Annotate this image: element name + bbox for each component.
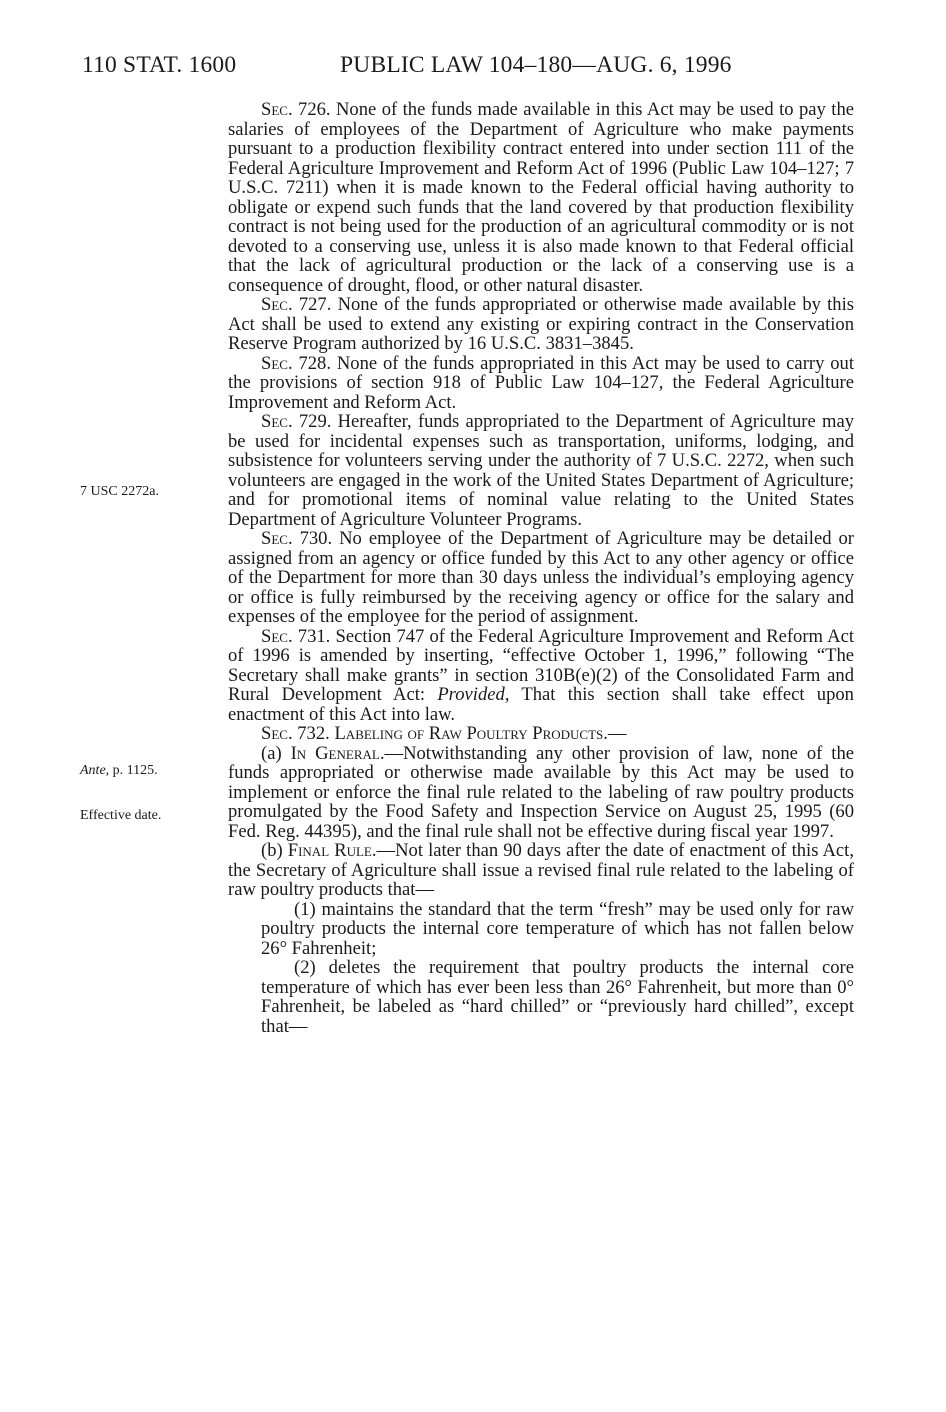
- provided-word: Provided,: [437, 684, 510, 705]
- subsection-b: [228, 841, 854, 900]
- ante-page: p. 1125.: [109, 763, 158, 778]
- section-726: [228, 100, 854, 295]
- sec-label: Sec.: [261, 528, 293, 549]
- sub-heading: In General.: [290, 742, 385, 764]
- section-729: [228, 412, 854, 529]
- sub-heading: Final Rule.: [287, 840, 377, 861]
- sub-lead: (a): [261, 742, 291, 764]
- section-732-heading: [228, 724, 854, 744]
- sec-text: 726. None of the funds made available in this Act may be used to pay the salaries of employees of the Department of Agriculture who make payments pursuant to a production flexibility contract entered into under section 111 of the Federal Agriculture Improvement and Reform Act of 1996 (Public Law 104–127; 7 U.S.C. 7211) when it is made known to the Federal official having authority to obligate or expend such funds that the land covered by that production flexibility contract is not being used for the production of an agricultural commodity or is not devoted to a conserving use, unless it is also made known to that Federal official that the lack of agricultural production or the lack of a conserving use is a consequence of drought, flood, or other natural disaster.: [228, 99, 854, 296]
- sec-dash: —: [607, 723, 627, 744]
- sec-label: Sec.: [261, 352, 293, 374]
- paragraph-b1: (1) maintains the standard that the term “fresh” may be used only for raw poultry products the internal core temperature of which has not fallen below 26° Fahrenheit;: [261, 898, 854, 959]
- sec-tail: That this section shall take effect upon enactment of this Act into law.: [228, 684, 854, 725]
- sec-label: Sec.: [261, 294, 293, 315]
- sec-label: Sec.: [261, 411, 293, 432]
- body-text: [228, 100, 854, 1036]
- sec-label: Sec.: [261, 99, 293, 120]
- sec-label: Sec.: [261, 625, 293, 647]
- section-731: [228, 627, 854, 725]
- sec-text: 730. No employee of the Department of Agriculture may be detailed or assigned from an agency or office funded by this Act to any other agency or office of the Department for more than 30 days unless the individual’s employing agency or office is fully reimbursed by the receiving agency or office for the salary and expenses of the employee for the period of assignment.: [228, 528, 854, 627]
- sub-text: —Not later than 90 days after the date of enactment of this Act, the Secretary of Agriculture shall issue a revised final rule related to the labeling of raw poultry products that—: [228, 840, 854, 900]
- section-730: [228, 529, 854, 627]
- sec-text: 729. Hereafter, funds appropriated to the Department of Agriculture may be used for incidental expenses such as transportation, uniforms, lodging, and subsistence for volunteers serving under the authority of 7 U.S.C. 2272, when such volunteers are engaged in the work of the United States Department of Agriculture; and for promotional items of nominal value relating to the United States Department of Agriculture Volunteer Programs.: [228, 411, 854, 530]
- sec-text: 727. None of the funds appropriated or otherwise made available by this Act shall be used to extend any existing or expiring contract in the Conservation Reserve Program authorized by 16 U.S.C. 3831–3845.: [228, 294, 854, 354]
- sub-lead: (b): [261, 840, 288, 861]
- running-header: PUBLIC LAW 104–180—AUG. 6, 1996: [340, 52, 732, 78]
- sec-heading: Labeling of Raw Poultry Products.: [334, 723, 608, 744]
- ante-italic: Ante,: [80, 763, 110, 778]
- margin-note-ante: [80, 763, 158, 779]
- page-number: 110 STAT. 1600: [82, 52, 237, 78]
- paragraph-b2: (2) deletes the requirement that poultry products the internal core temperature of which has ever been less than 26° Fahrenheit, but more than 0° Fahrenheit, be labeled as “hard chilled” or “previously hard chilled”, except that—: [261, 957, 854, 1037]
- sec-text: 728. None of the funds appropriated in this Act may be used to carry out the provisions of section 918 of Public Law 104–127, the Federal Agriculture Improvement and Reform Act.: [228, 352, 854, 413]
- margin-note-usc: 7 USC 2272a.: [80, 484, 159, 499]
- sub-text: —Notwithstanding any other provision of law, none of the funds appropriated or otherwise made available by this Act may be used to implement or enforce the final rule related to the labeling of raw poultry products promulgated by the Food Safety and Inspection Service on August 25, 1995 (60 Fed. Reg. 44395), and the final rule shall not be effective during fiscal year 1997.: [228, 742, 854, 842]
- subsection-a: [228, 744, 854, 842]
- section-728: [228, 354, 854, 413]
- margin-note-effective: Effective date.: [80, 808, 162, 823]
- sec-text: 731. Section 747 of the Federal Agriculture Improvement and Reform Act of 1996 is amended by inserting, “effective October 1, 1996,” following “The Secretary shall make grants” in section 310B(e)(2) of the Consolidated Farm and Rural Development Act:: [228, 625, 854, 705]
- section-727: [228, 295, 854, 354]
- sec-label: Sec.: [261, 723, 293, 744]
- sec-number: 732.: [292, 723, 335, 744]
